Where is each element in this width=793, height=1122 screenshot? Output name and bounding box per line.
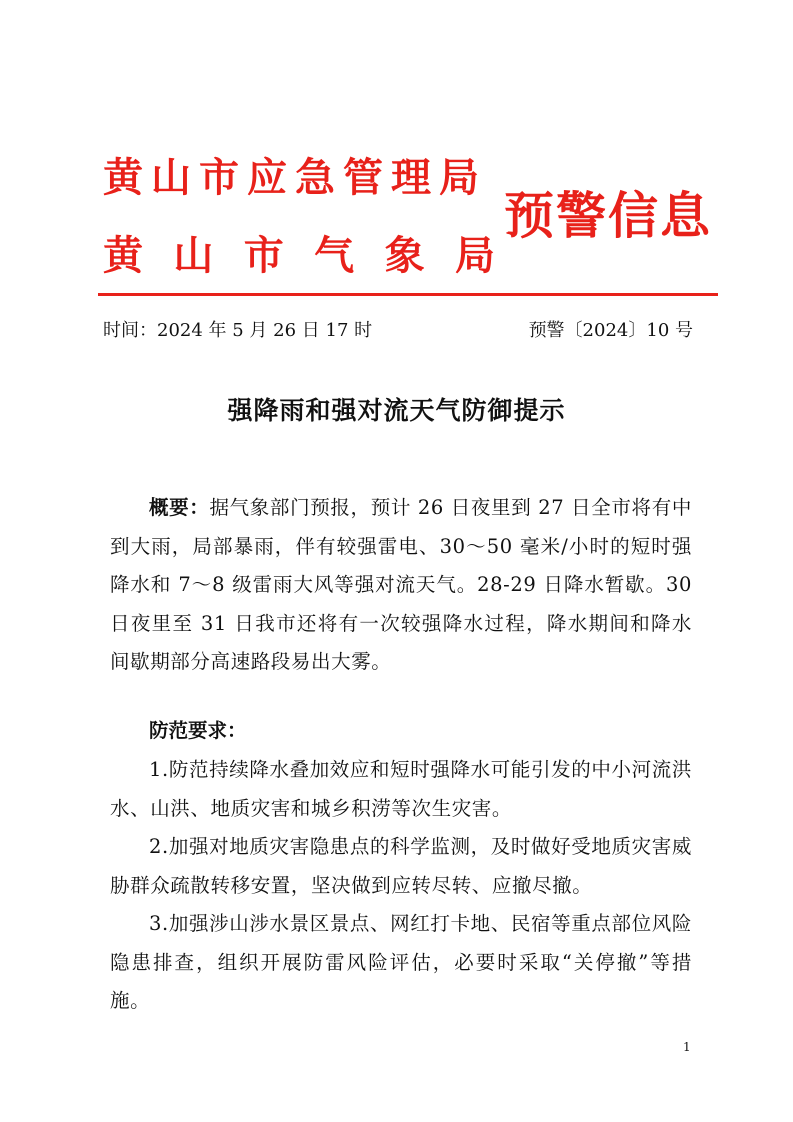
issuer-char: 市 bbox=[243, 232, 284, 279]
summary-paragraph bbox=[110, 489, 692, 682]
issue-time: 时间：2024 年 5 月 26 日 17 时 bbox=[103, 320, 373, 341]
summary-text: 据气象部门预报，预计 26 日夜里到 27 日全市将有中到大雨，局部暴雨，伴有较强雷电、30～50 毫米/小时的短时强降水和 7～8 级雷雨大风等强对流天气。28-29 日降水暂歇。30 日夜里至 31 日我市还将有一次较强降水过程，降水期间和降水间歇期部分高速路段易出大雾。 bbox=[110, 496, 692, 673]
document-title: 强降雨和强对流天气防御提示 bbox=[227, 396, 566, 425]
issuer-char: 黄 bbox=[103, 232, 143, 279]
requirements-heading: 防范要求： bbox=[149, 719, 247, 742]
page-number: 1 bbox=[683, 1040, 691, 1054]
requirements-list bbox=[110, 751, 692, 1021]
requirement-item: 1.防范持续降水叠加效应和短时强降水可能引发的中小河流洪水、山洪、地质灾害和城乡积涝等次生灾害。 bbox=[110, 758, 692, 820]
issuer-char: 局 bbox=[454, 232, 495, 279]
requirement-item: 2.加强对地质灾害隐患点的科学监测，及时做好受地质灾害威胁群众疏散转移安置，坚决做到应转尽转、应撤尽撤。 bbox=[110, 835, 692, 897]
issuer-char: 山 bbox=[173, 232, 214, 279]
issuer-char: 象 bbox=[384, 232, 425, 279]
warning-info-title: 预警信息 bbox=[504, 186, 712, 245]
issuer-meteorological-bureau bbox=[103, 232, 495, 280]
red-divider bbox=[98, 293, 718, 296]
document-number: 预警〔2024〕10 号 bbox=[528, 320, 693, 341]
document-meta bbox=[103, 318, 693, 344]
requirement-item: 3.加强涉山涉水景区景点、网红打卡地、民宿等重点部位风险隐患排查，组织开展防雷风险评估，必要时采取“关停撤”等措施。 bbox=[110, 912, 692, 1012]
issuer-char: 气 bbox=[314, 232, 355, 279]
issuer-emergency-bureau: 黄山市应急管理局 bbox=[103, 154, 487, 201]
summary-label: 概要： bbox=[149, 496, 210, 519]
